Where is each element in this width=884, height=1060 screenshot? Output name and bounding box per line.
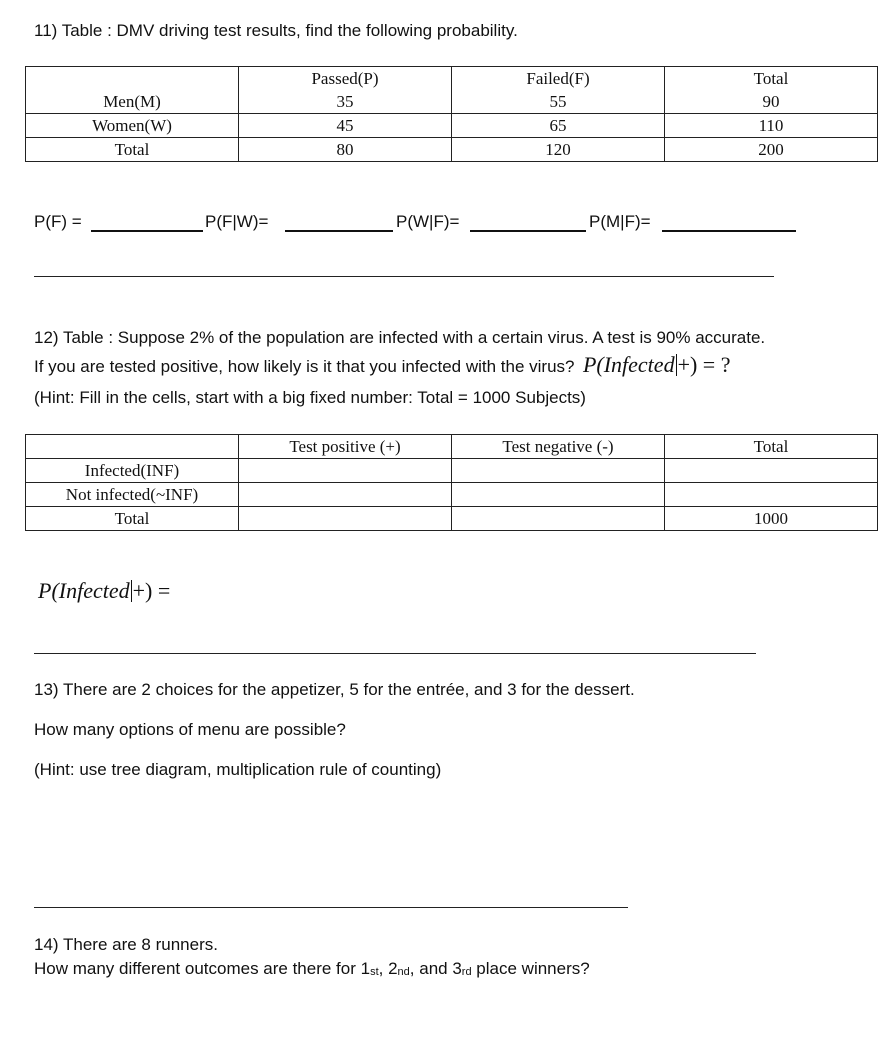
q12-formula-question: [583, 352, 731, 377]
q14-text-a: How many different outcomes are there for 1: [34, 959, 371, 978]
formula-p: P(: [582, 352, 604, 377]
row-label-total: Total: [26, 507, 239, 531]
table-row-labels: [26, 67, 239, 114]
col-header-total: Total: [753, 69, 789, 88]
q12-formula-answer: [38, 578, 170, 604]
col-total: [665, 67, 878, 114]
row-label-not-infected: Not infected(~INF): [26, 483, 239, 507]
q14-text-b: place winners?: [471, 959, 590, 978]
q12-answer-line[interactable]: [34, 653, 756, 654]
formula-rest: +) = ?: [677, 352, 731, 377]
answer-pmf-blank[interactable]: [662, 230, 796, 232]
cell-total-total: 200: [665, 138, 878, 162]
ordinal-rd: rd: [461, 966, 472, 978]
q14-text-mid2: , and 3: [409, 959, 462, 978]
answer-pwf-label: P(W|F)=: [396, 212, 460, 231]
cell-total-passed: 80: [239, 138, 452, 162]
cell-grand-total: 1000: [665, 507, 878, 531]
col-header-test-negative: Test negative (-): [452, 435, 665, 459]
row-label-infected: Infected(INF): [26, 459, 239, 483]
q12-line1: 12) Table : Suppose 2% of the population are infected with a certain virus. A test is 90% accurate.: [34, 328, 766, 347]
cell-notinfected-positive[interactable]: [239, 483, 452, 507]
answer-pf-label: P(F) =: [34, 212, 82, 231]
cell-infected-total[interactable]: [665, 459, 878, 483]
col-header-failed: Failed(F): [526, 69, 590, 88]
col-passed: [239, 67, 452, 114]
header-empty-cell: [26, 435, 239, 459]
cell-total-failed: 120: [452, 138, 665, 162]
q13-hint: (Hint: use tree diagram, multiplication rule of counting): [34, 760, 442, 779]
answer-pfw-label: P(F|W)=: [205, 212, 269, 231]
cell-infected-positive[interactable]: [239, 459, 452, 483]
formula-infected: Infected: [58, 578, 130, 603]
cell-women-passed: 45: [239, 114, 452, 138]
given-bar-icon: [676, 354, 677, 376]
q14-text-mid1: , 2: [378, 959, 398, 978]
cell-women-failed: 65: [452, 114, 665, 138]
q12-question-text: If you are tested positive, how likely is it that you infected with the virus?: [34, 357, 575, 376]
q12-line2: [34, 352, 730, 378]
formula-infected: Infected: [603, 352, 675, 377]
cell-total-negative[interactable]: [452, 507, 665, 531]
cell-men-total: 90: [762, 92, 780, 111]
cell-infected-negative[interactable]: [452, 459, 665, 483]
col-failed: [452, 67, 665, 114]
cell-total-positive[interactable]: [239, 507, 452, 531]
q14-line2: [34, 959, 590, 982]
virus-table: [25, 434, 878, 531]
cell-men-failed: 55: [549, 92, 567, 111]
col-header-total: Total: [665, 435, 878, 459]
q13-answer-line[interactable]: [34, 907, 628, 908]
col-header-test-positive: Test positive (+): [239, 435, 452, 459]
ordinal-nd: nd: [397, 966, 410, 978]
cell-notinfected-total[interactable]: [665, 483, 878, 507]
row-label-women: Women(W): [26, 114, 239, 138]
answer-pwf-blank[interactable]: [470, 230, 586, 232]
q14-line1: 14) There are 8 runners.: [34, 935, 218, 954]
cell-men-passed: 35: [336, 92, 354, 111]
row-label-total: Total: [26, 138, 239, 162]
q12-hint: (Hint: Fill in the cells, start with a big fixed number: Total = 1000 Subjects): [34, 388, 586, 407]
q11-answer-line[interactable]: [34, 276, 774, 277]
given-bar-icon: [131, 580, 132, 602]
dmv-table: [25, 66, 878, 162]
formula-rest: +) =: [132, 578, 171, 603]
q13-line2: How many options of menu are possible?: [34, 720, 346, 739]
formula-p: P(: [38, 578, 59, 603]
col-header-passed: Passed(P): [311, 69, 379, 88]
q11-title: 11) Table : DMV driving test results, find the following probability.: [34, 21, 518, 40]
row-label-men: Men(M): [103, 92, 161, 111]
answer-pf-blank[interactable]: [91, 230, 203, 232]
cell-notinfected-negative[interactable]: [452, 483, 665, 507]
cell-women-total: 110: [665, 114, 878, 138]
answer-pfw-blank[interactable]: [285, 230, 393, 232]
q13-line1: 13) There are 2 choices for the appetizer, 5 for the entrée, and 3 for the dessert.: [34, 680, 635, 699]
ordinal-st: st: [370, 966, 379, 978]
answer-pmf-label: P(M|F)=: [589, 212, 651, 231]
